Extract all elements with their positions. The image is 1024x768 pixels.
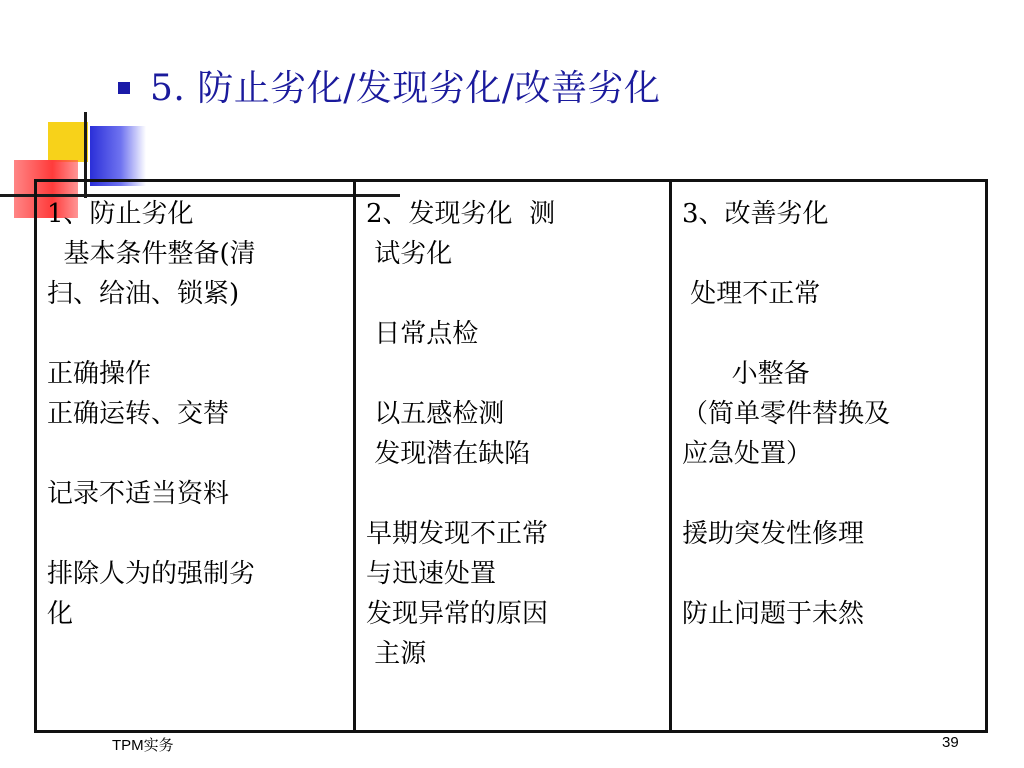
bullet-square-icon — [118, 82, 130, 94]
cell-line: 试劣化 — [366, 239, 453, 269]
cell-line: 3、改善劣化 — [682, 199, 829, 229]
cell-line: 与迅速处置 — [366, 559, 497, 589]
cell-line: 基本条件整备(清 — [47, 239, 256, 269]
page-number: 39 — [942, 734, 959, 751]
cell-line: （简单零件替换及 — [682, 399, 891, 429]
cell-line: 发现潜在缺陷 — [366, 439, 531, 469]
cell-line: 1、防止劣化 — [47, 199, 194, 229]
cell-line — [366, 474, 659, 514]
cell-line: 化 — [47, 599, 74, 629]
cell-line: 以五感检测 — [366, 399, 505, 429]
cell-line — [682, 474, 975, 514]
cell-line: 援助突发性修理 — [682, 519, 865, 549]
cell-line: 主源 — [366, 639, 427, 669]
footer-label: TPM实务 — [112, 737, 174, 754]
table-column-improve — [669, 182, 985, 730]
cell-line: 日常点检 — [366, 319, 479, 349]
cell-line: 早期发现不正常 — [366, 519, 549, 549]
cell-line: 应急处置） — [682, 439, 813, 469]
cell-line: 排除人为的强制劣 — [47, 559, 256, 589]
cell-line — [47, 434, 343, 474]
cell-line: 正确运转、交替 — [47, 399, 230, 429]
decor-yellow-square — [48, 122, 88, 162]
cell-line: 正确操作 — [47, 359, 152, 389]
cell-line — [47, 314, 343, 354]
cell-line — [366, 274, 659, 314]
cell-line: 扫、给油、锁紧) — [47, 279, 240, 309]
cell-line — [47, 514, 343, 554]
cell-line: 防止问题于未然 — [682, 599, 865, 629]
cell-line: 记录不适当资料 — [47, 479, 230, 509]
cell-line — [682, 234, 975, 274]
slide-title-row — [118, 60, 661, 111]
content-table — [34, 179, 988, 733]
decor-blue-square — [90, 126, 146, 186]
cell-line — [682, 314, 975, 354]
slide-title: 5. 防止劣化/发现劣化/改善劣化 — [150, 68, 661, 109]
cell-line — [366, 354, 659, 394]
cell-line: 发现异常的原因 — [366, 599, 549, 629]
cell-line: 处理不正常 — [682, 279, 821, 309]
cell-line: 2、发现劣化 测 — [366, 199, 556, 229]
cell-line: 小整备 — [682, 359, 810, 389]
table-column-prevent — [37, 182, 353, 730]
table-column-detect — [353, 182, 669, 730]
cell-line — [682, 554, 975, 594]
